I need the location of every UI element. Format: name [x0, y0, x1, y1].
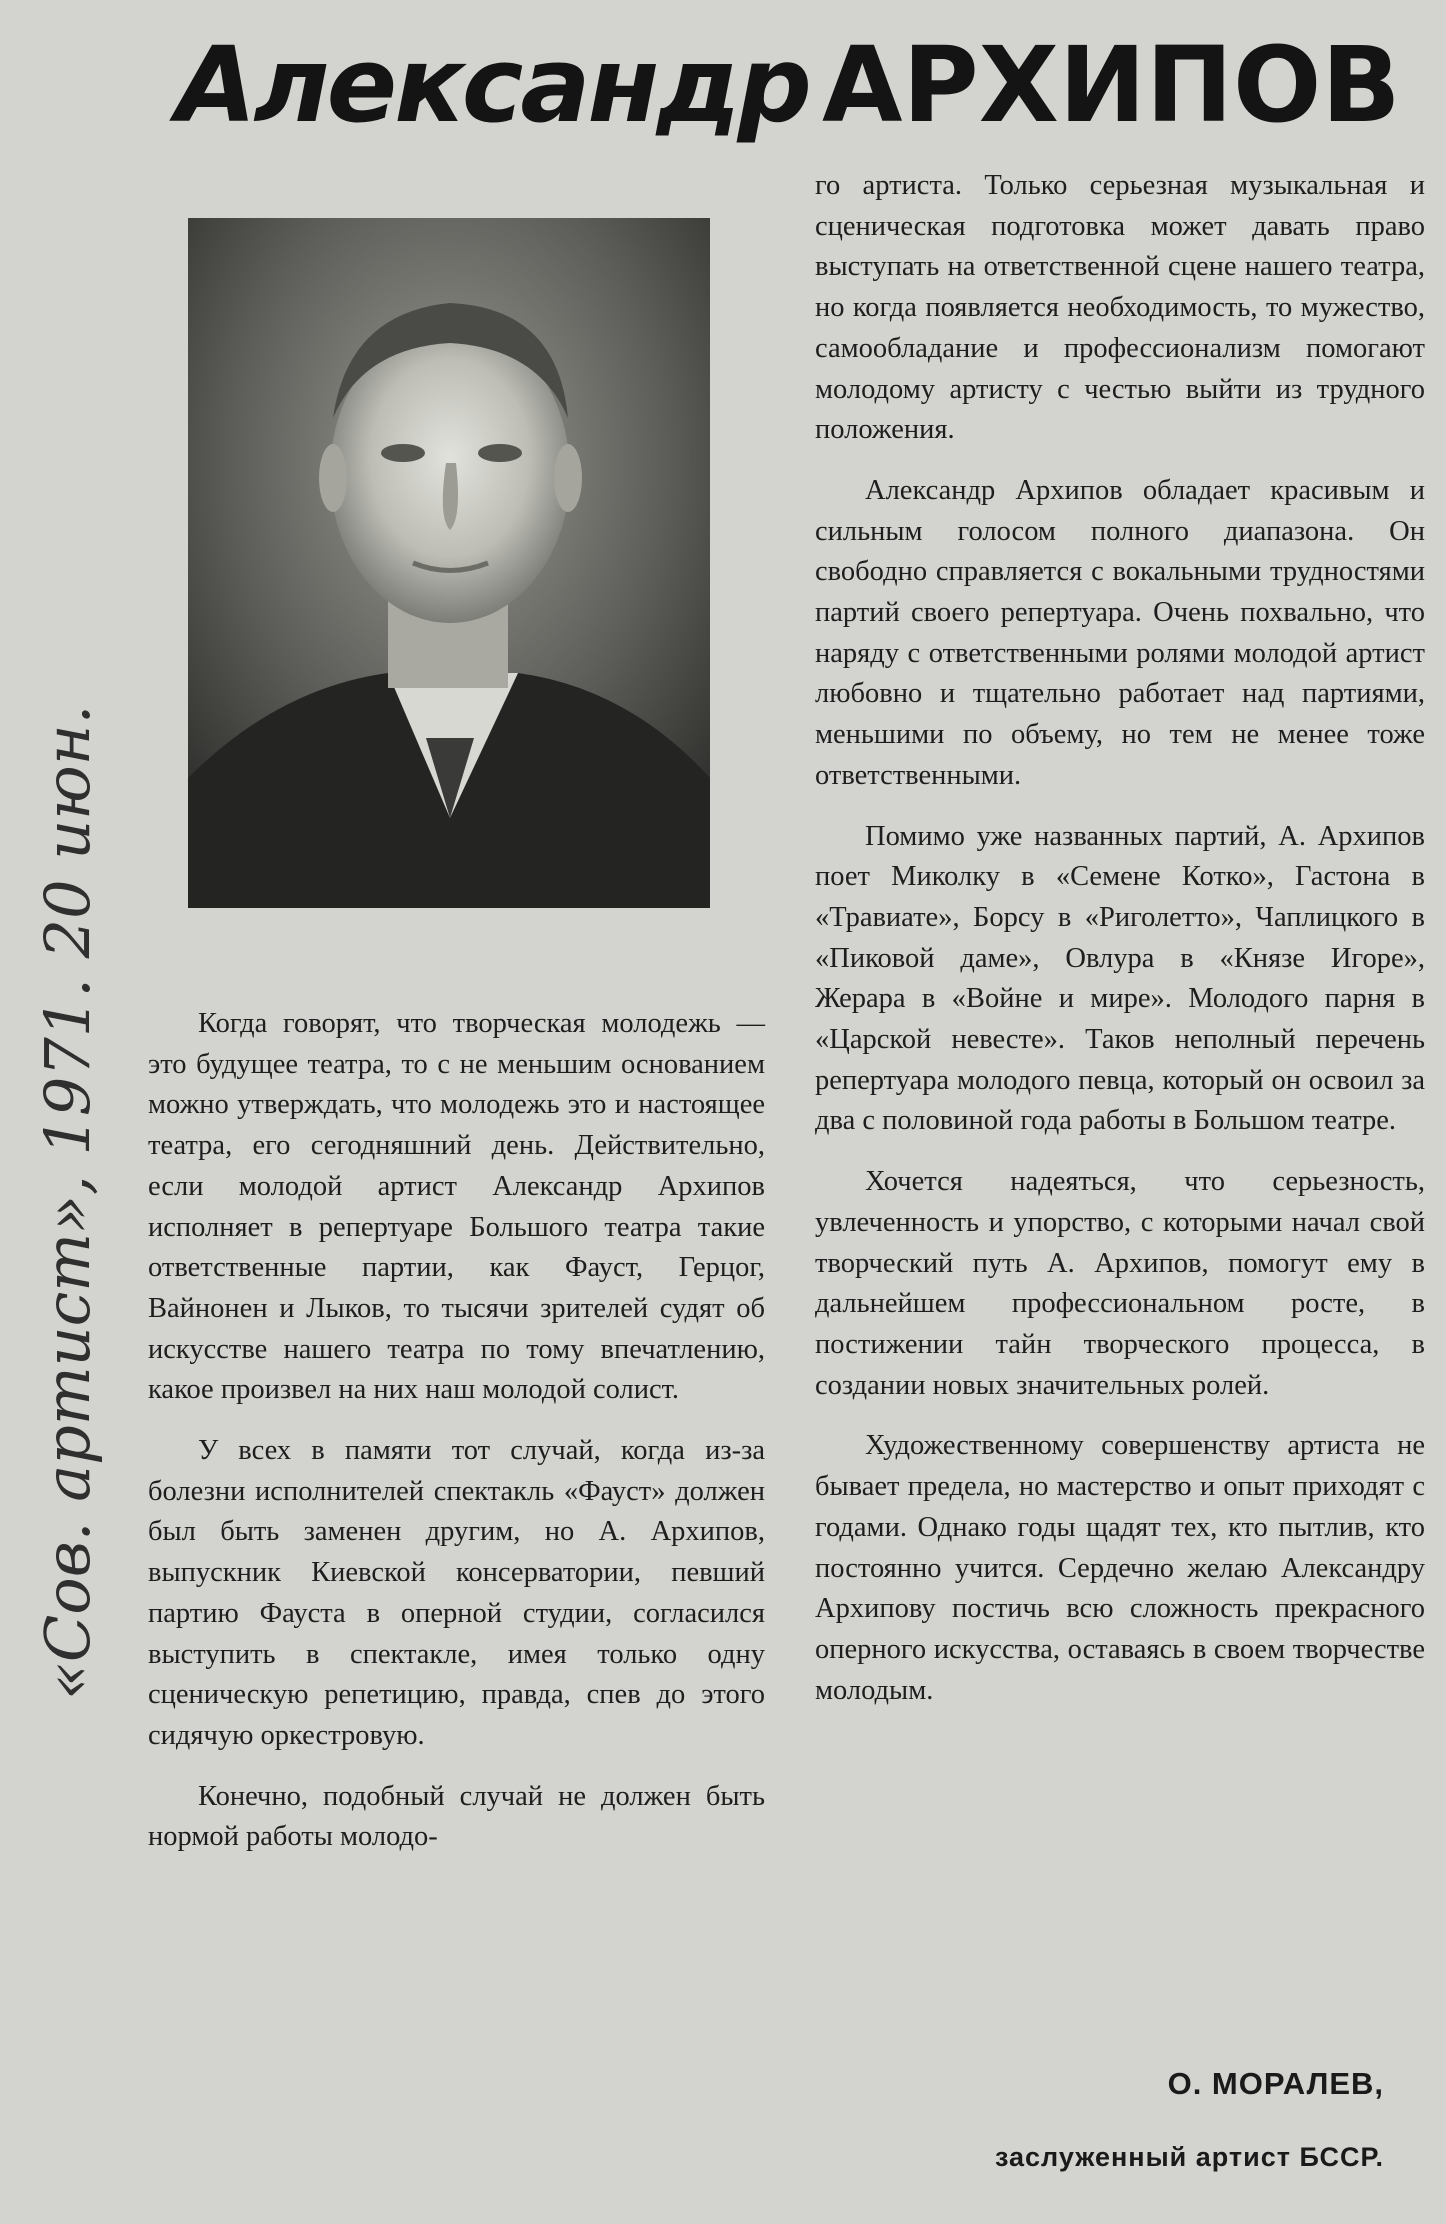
- article-left-column: [148, 1004, 765, 1858]
- headline-first-name: Александр: [176, 24, 809, 146]
- paragraph: Конечно, подобный случай не должен быть нормой работы молодо-: [148, 1780, 765, 1853]
- paragraph: Художественному совершенству артиста не бывает предела, но мастерство и опыт приходят с годами. Однако годы щадят тех, кто пытлив, кто постоянно учится. Сердечно желаю Александру Архипову постичь всю сложность прекрасного оперного искусства, оставаясь в своем творчестве молодым.: [815, 1430, 1425, 1706]
- author-name: О. МОРАЛЕВ,: [1167, 2066, 1384, 2101]
- paragraph: Когда говорят, что творческая молодежь — это будущее театра, то с не меньшим основанием можно утверждать, что молодежь это и настоящее театра, его сегодняшний день. Действительно, если молодой артист Александр Архипов исполняет в репертуаре Большого театра такие ответственные партии, как Фауст, Герцог, Вайнонен и Лыков, то тысячи зрителей судят об искусстве нашего театра по тому впечатлению, какое произвел на них наш молодой солист.: [148, 1008, 765, 1406]
- paragraph: Александр Архипов обладает красивым и сильным голосом полного диапазона. Он свободно справляется с вокальными трудностями партий своего репертуара. Очень похвально, что наряду с ответственными ролями молодой артист любовно и тщательно работает над партиями, меньшими по объему, но тем не менее тоже ответственными.: [815, 474, 1425, 791]
- article-headline: [0, 10, 1446, 160]
- headline-last-name: АРХИПОВ: [822, 24, 1401, 146]
- paragraph: У всех в памяти тот случай, когда из-за болезни исполнителей спектакль «Фауст» должен был быть заменен другим, но А. Архипов, выпускник Киевской консерватории, певший партию Фауста в оперной студии, согласился выступить в спектакле, имея только одну сценическую репетицию, правда, спев до этого сидячую оркестровую.: [148, 1435, 765, 1751]
- article-right-column: [815, 166, 1425, 1711]
- portrait-photo: [188, 218, 710, 908]
- portrait-illustration: [188, 218, 710, 908]
- author-title: заслуженный артист БССР.: [994, 2142, 1384, 2172]
- paragraph: го артиста. Только серьезная музыкальная и сценическая подготовка может давать право выступать на ответственной сцене нашего театра, но когда появляется необходимость, то мужество, самообладание и профессионализм помогают молодому артисту с честью выйти из трудного положения.: [815, 170, 1425, 446]
- handwritten-source-note: «Сов. артист», 1971. 20 июн.: [31, 704, 104, 1700]
- paragraph: Хочется надеяться, что серьезность, увлеченность и упорство, с которыми начал свой творческий путь А. Архипов, помогут ему в дальнейшем профессиональном росте, в постижении тайн творческого процесса, в создании новых значительных ролей.: [815, 1166, 1425, 1401]
- paragraph: Помимо уже названных партий, А. Архипов поет Миколку в «Семене Котко», Гастона в «Травиате», Борсу в «Риголетто», Чаплицкого в «Пиковой даме», Овлура в «Князе Игоре», Жерара в «Войне и мире». Молодого парня в «Царской невесте». Таков неполный перечень репертуара молодого певца, который он освоил за два с половиной года работы в Большом театре.: [815, 820, 1425, 1137]
